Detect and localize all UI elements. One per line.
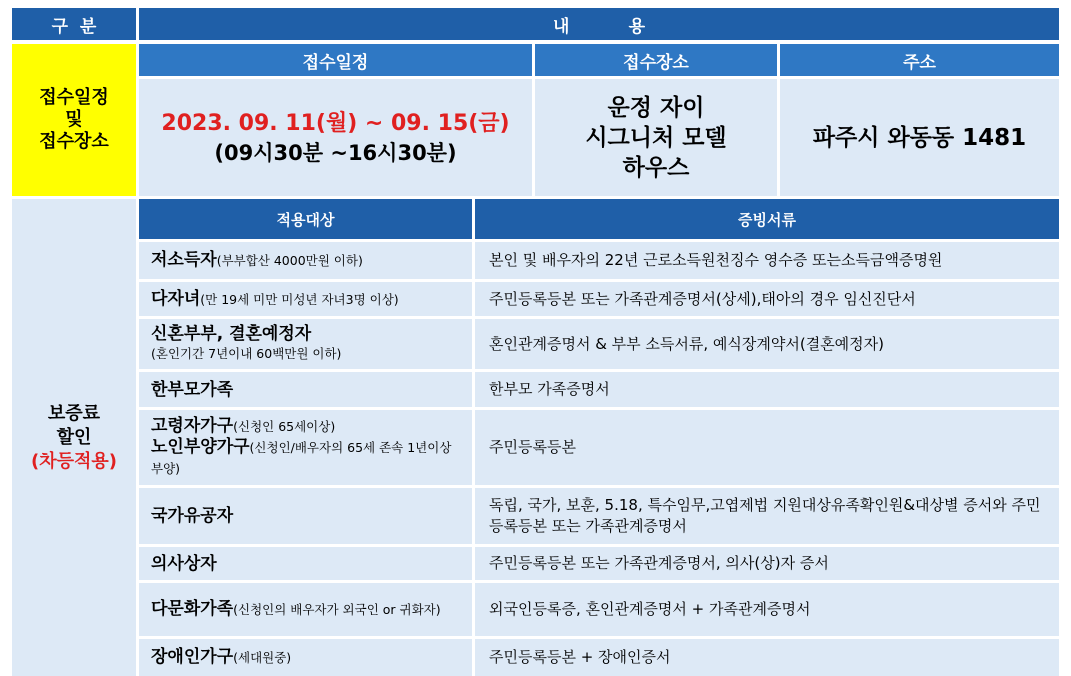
docs-text-2: 주민등록등본 또는 가족관계증명서(상세),태아의 경우 임신진단서 (489, 289, 916, 308)
target-main-8: 다문화가족 (151, 599, 234, 619)
col-header-date-label: 접수일정 (302, 52, 369, 73)
time-range: (09시30분 ~16시30분) (214, 140, 457, 165)
docs-row-6 (475, 488, 1059, 544)
docs-text-1: 본인 및 배우자의 22년 근로소득원천징수 영수증 또는소득금액증명원 (489, 251, 943, 269)
target-sub-2: (만 19세 미만 미성년 자녀3명 이상) (200, 291, 399, 307)
schedule-place-cell (535, 79, 777, 196)
docs-text-6: 독립, 국가, 보훈, 5.18, 특수임무,고엽제법 지원대상유족확인원&대상별 증서와 주민등록등본 또는 가족관계증명서 (489, 496, 1041, 535)
col-header-place (535, 44, 777, 76)
target-row-4 (139, 372, 472, 407)
docs-text-4: 한부모 가족증명서 (489, 380, 610, 398)
content-header (139, 8, 1059, 40)
category-header-label: 구 분 (51, 16, 97, 37)
col-header-docs-label: 증빙서류 (738, 210, 796, 229)
target-row-5 (139, 410, 472, 485)
col-header-address (780, 44, 1059, 76)
docs-text-9: 주민등록등본 + 장애인증서 (489, 648, 671, 666)
target-sub-3: (혼인기간 7년이내 60백만원 이하) (151, 346, 342, 361)
docs-row-8 (475, 583, 1059, 636)
target-row-1 (139, 242, 472, 279)
docs-text-7: 주민등록등본 또는 가족관계증명서, 의사(상)자 증서 (489, 554, 829, 572)
target-main-3: 신혼부부, 결혼예정자 (151, 324, 312, 344)
target-row-3 (139, 319, 472, 369)
content-header-label: 내 용 (552, 16, 646, 37)
discount-label-line-2: 할인 (56, 426, 92, 448)
col-header-date (139, 44, 532, 76)
target-main-2: 다자녀 (151, 288, 201, 309)
col-header-docs (475, 199, 1059, 239)
docs-row-2 (475, 282, 1059, 316)
docs-text-8: 외국인등록증, 혼인관계증명서 + 가족관계증명서 (489, 600, 811, 618)
target-row-6 (139, 488, 472, 544)
col-header-place-label: 접수장소 (623, 52, 689, 73)
schedule-label-line-3: 접수장소 (39, 131, 109, 152)
schedule-row-label (12, 44, 136, 196)
target-row-2 (139, 282, 472, 316)
docs-text-3: 혼인관계증명서 & 부부 소득서류, 예식장계약서(결혼예정자) (489, 334, 885, 353)
target-main-4: 한부모가족 (151, 379, 234, 400)
target-row-9 (139, 639, 472, 676)
schedule-date-cell (139, 79, 532, 196)
discount-label-line-3: (차등적용) (30, 450, 117, 472)
date-range: 2023. 09. 11(월) ~ 09. 15(금) (161, 110, 510, 136)
col-header-target (139, 199, 472, 239)
col-header-target-label: 적용대상 (276, 210, 335, 229)
docs-row-7 (475, 547, 1059, 580)
target-row-7 (139, 547, 472, 580)
target-main-9: 장애인가구 (151, 647, 234, 667)
col-header-address-label: 주소 (903, 52, 936, 73)
category-header (12, 8, 136, 40)
schedule-address-cell (780, 79, 1059, 196)
schedule-label-line-1: 접수일정 (39, 87, 109, 108)
place-line-3: 하우스 (622, 154, 690, 181)
docs-row-1 (475, 242, 1059, 279)
docs-row-9 (475, 639, 1059, 676)
target-main-6: 국가유공자 (151, 506, 234, 526)
target-main-7: 의사상자 (151, 553, 217, 574)
docs-row-3 (475, 319, 1059, 369)
target-sub-8: (신청인의 배우자가 외국인 or 귀화자) (233, 602, 441, 617)
place-line-1: 운정 자이 (607, 94, 705, 121)
target-sub-1: (부부합산 4000만원 이하) (216, 253, 363, 268)
docs-row-4 (475, 372, 1059, 407)
target-main-1: 저소득자 (151, 250, 217, 270)
target-sub2-5: (신청인/배우자의 65세 존속 1년이상 부양) (151, 440, 452, 476)
target-row-8 (139, 583, 472, 636)
schedule-label-line-2: 및 (65, 109, 83, 130)
discount-label-line-1: 보증료 (47, 402, 101, 424)
discount-row-label (12, 199, 136, 676)
address: 파주시 와동동 1481 (812, 124, 1027, 151)
target-main-5: 고령자가구 (151, 416, 234, 436)
docs-row-5 (475, 410, 1059, 485)
target-sub-9: (세대원중) (233, 650, 292, 665)
target-sub-5: (신청인 65세이상) (233, 419, 336, 434)
docs-text-5: 주민등록등본 (489, 438, 576, 456)
place-line-2: 시그니처 모델 (585, 124, 727, 151)
target-main2-5: 노인부양가구 (151, 437, 250, 457)
